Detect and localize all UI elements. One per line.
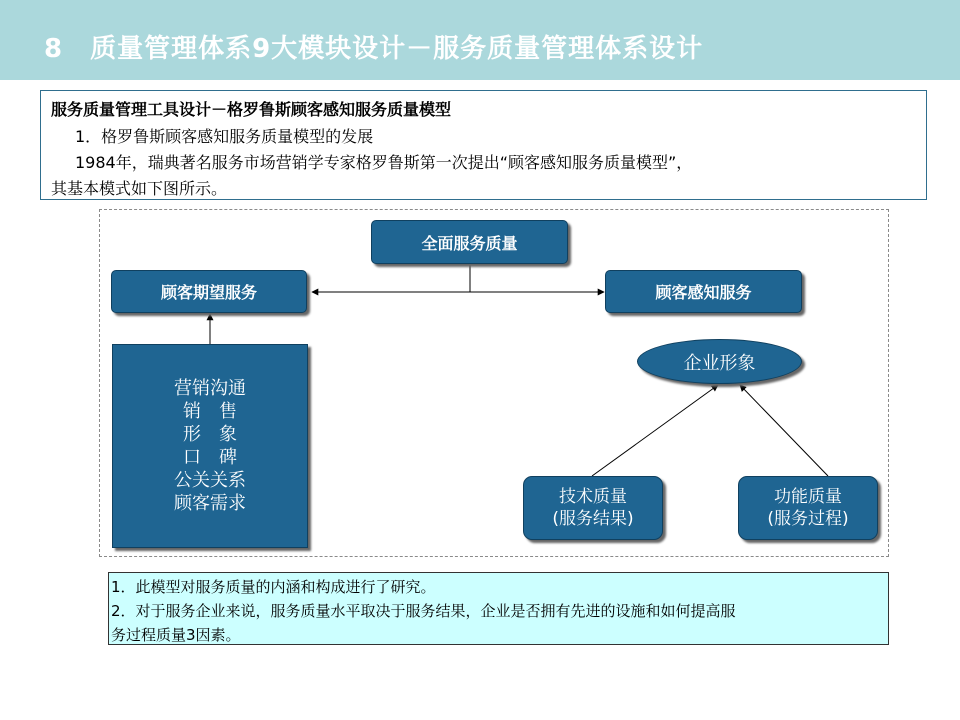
arrow-functional-to-image	[740, 385, 828, 476]
technical-quality-label: 技术质量	[559, 487, 627, 507]
functional-quality-box	[738, 476, 878, 540]
functional-quality-sublabel: (服务过程)	[767, 509, 849, 529]
note-line-2: 2．对于服务企业来说，服务质量水平取决于服务结果，企业是否拥有先进的设施和如何提高服	[111, 602, 736, 620]
factor-item: 顾客需求	[174, 493, 246, 514]
total-service-quality-box	[371, 220, 568, 264]
notes-box	[108, 572, 889, 645]
influencing-factors-box	[112, 344, 308, 548]
factor-item: 销 售	[183, 401, 237, 422]
total-service-quality-label: 全面服务质量	[421, 233, 518, 253]
note-line-1: 1．此模型对服务质量的内涵和构成进行了研究。	[111, 578, 436, 596]
corporate-image-ellipse	[637, 339, 802, 384]
technical-quality-sublabel: (服务结果)	[552, 509, 634, 529]
intro-line-3: 其基本模式如下图所示。	[51, 179, 228, 198]
factor-item: 形 象	[183, 424, 237, 445]
factor-item: 公关关系	[174, 470, 246, 491]
intro-line-2: 1984年，瑞典著名服务市场营销学专家格罗鲁斯第一次提出“顾客感知服务质量模型”，	[75, 153, 693, 172]
technical-quality-box	[523, 476, 663, 540]
arrow-technical-to-image	[592, 385, 718, 476]
intro-line-1: 1．格罗鲁斯顾客感知服务质量模型的发展	[75, 127, 374, 146]
expected-service-box	[111, 270, 307, 313]
note-line-3: 务过程质量3因素。	[111, 626, 241, 644]
perceived-service-label: 顾客感知服务	[655, 283, 752, 302]
page-title: 8 质量管理体系9大模块设计－服务质量管理体系设计	[44, 34, 704, 64]
corporate-image-label: 企业形象	[683, 352, 756, 374]
perceived-service-box	[605, 270, 802, 313]
functional-quality-label: 功能质量	[774, 487, 842, 507]
expected-service-label: 顾客期望服务	[160, 283, 257, 302]
factor-item: 营销沟通	[174, 378, 246, 399]
intro-heading: 服务质量管理工具设计－格罗鲁斯顾客感知服务质量模型	[51, 100, 452, 119]
factor-item: 口 碑	[183, 447, 237, 468]
